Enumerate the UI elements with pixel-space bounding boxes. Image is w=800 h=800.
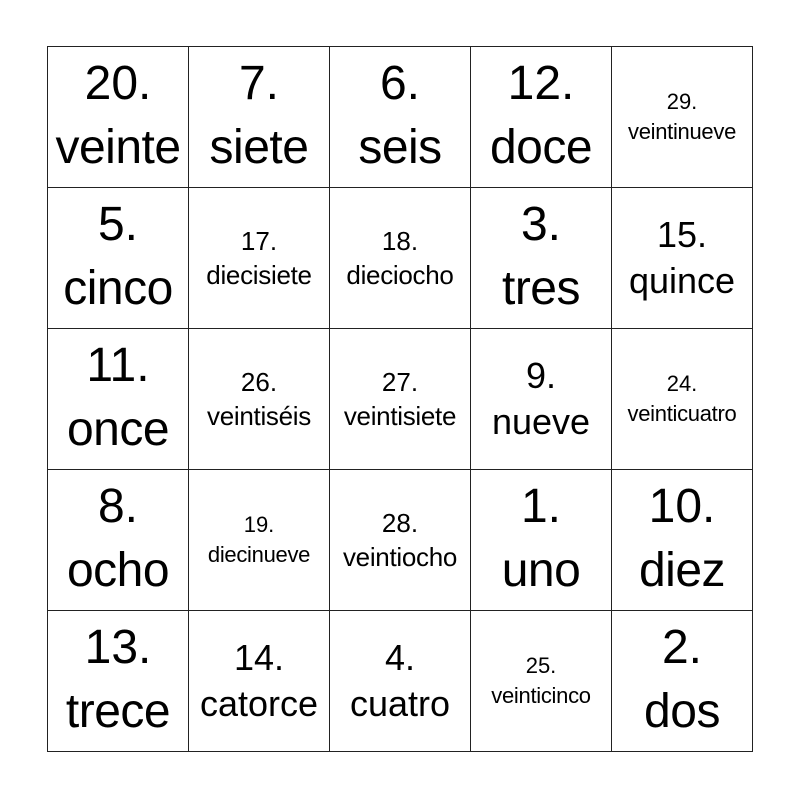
bingo-cell[interactable] <box>48 47 189 188</box>
cell-word: veinticinco <box>491 683 591 708</box>
cell-number: 13. <box>84 621 152 674</box>
cell-number: 6. <box>379 57 421 110</box>
bingo-cell[interactable] <box>471 611 612 752</box>
bingo-board <box>47 46 753 752</box>
cell-word: diecisiete <box>206 260 312 290</box>
cell-number: 25. <box>525 653 557 678</box>
bingo-cell[interactable] <box>48 329 189 470</box>
bingo-cell[interactable] <box>330 188 471 329</box>
cell-word: seis <box>358 121 442 174</box>
cell-number: 26. <box>240 367 278 397</box>
cell-word: dos <box>644 685 720 738</box>
cell-word: veintiocho <box>342 542 458 572</box>
cell-word: cinco <box>63 262 173 315</box>
cell-word: diez <box>638 544 726 597</box>
bingo-cell[interactable] <box>189 611 330 752</box>
cell-word: nueve <box>491 401 591 442</box>
cell-number: 28. <box>381 508 419 538</box>
cell-number: 11. <box>86 339 150 392</box>
cell-word: veintinueve <box>628 119 736 144</box>
bingo-cell[interactable] <box>471 47 612 188</box>
cell-number: 29. <box>666 89 698 114</box>
cell-word: veintisiete <box>343 401 457 431</box>
cell-number: 18. <box>381 226 419 256</box>
cell-word: once <box>66 403 170 456</box>
bingo-cell[interactable] <box>189 470 330 611</box>
cell-word: dieciocho <box>346 260 454 290</box>
bingo-cell[interactable] <box>612 611 753 752</box>
bingo-cell[interactable] <box>189 188 330 329</box>
cell-word: trece <box>65 685 171 738</box>
cell-number: 3. <box>520 198 562 251</box>
cell-number: 7. <box>238 57 280 110</box>
cell-number: 27. <box>381 367 419 397</box>
cell-number: 8. <box>97 480 139 533</box>
cell-number: 2. <box>661 621 703 674</box>
cell-word: veinte <box>55 121 181 174</box>
cell-word: quince <box>628 260 736 301</box>
cell-number: 10. <box>648 480 716 533</box>
cell-word: uno <box>501 544 581 597</box>
bingo-cell[interactable] <box>48 611 189 752</box>
cell-number: 1. <box>520 480 562 533</box>
cell-number: 12. <box>507 57 575 110</box>
bingo-cell[interactable] <box>612 47 753 188</box>
cell-number: 20. <box>84 57 152 110</box>
bingo-cell[interactable] <box>471 329 612 470</box>
cell-number: 19. <box>243 512 275 537</box>
cell-word: ocho <box>66 544 170 597</box>
cell-number: 4. <box>384 637 416 678</box>
bingo-cell[interactable] <box>612 188 753 329</box>
bingo-cell[interactable] <box>330 470 471 611</box>
cell-number: 15. <box>656 214 708 255</box>
bingo-cell[interactable] <box>48 470 189 611</box>
cell-word: catorce <box>199 683 319 724</box>
cell-word: diecinueve <box>207 542 311 567</box>
bingo-cell[interactable] <box>612 470 753 611</box>
bingo-cell[interactable] <box>471 188 612 329</box>
cell-number: 17. <box>240 226 278 256</box>
bingo-cell[interactable] <box>471 470 612 611</box>
bingo-cell[interactable] <box>189 47 330 188</box>
cell-word: cuatro <box>349 683 451 724</box>
cell-word: veinticuatro <box>627 401 737 426</box>
cell-word: tres <box>501 262 580 315</box>
bingo-cell[interactable] <box>330 47 471 188</box>
bingo-cell[interactable] <box>48 188 189 329</box>
cell-number: 24. <box>666 371 698 396</box>
cell-word: siete <box>209 121 309 174</box>
cell-word: doce <box>489 121 593 174</box>
cell-number: 5. <box>97 198 139 251</box>
cell-word: veintiséis <box>207 401 311 431</box>
cell-number: 14. <box>233 637 285 678</box>
bingo-cell[interactable] <box>189 329 330 470</box>
bingo-cell[interactable] <box>612 329 753 470</box>
cell-number: 9. <box>525 355 557 396</box>
bingo-cell[interactable] <box>330 329 471 470</box>
bingo-cell[interactable] <box>330 611 471 752</box>
